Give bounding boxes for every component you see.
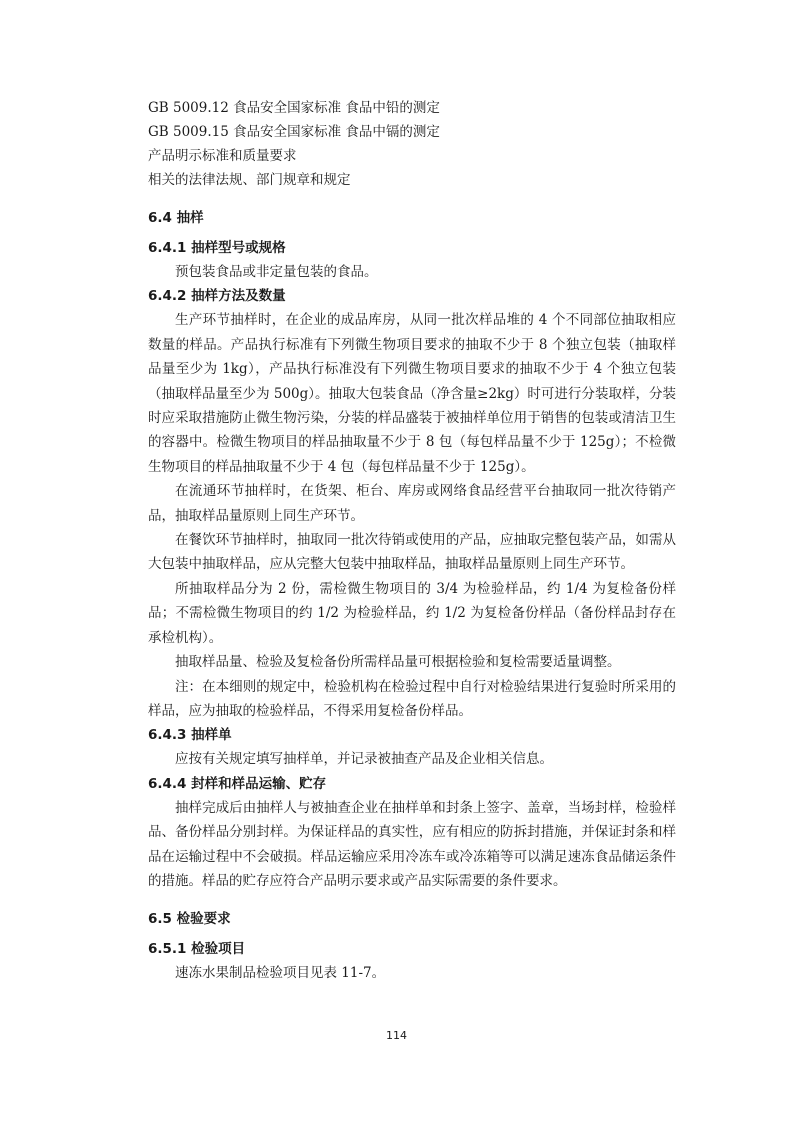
section-6-4-3-text: 应按有关规定填写抽样单，并记录被抽查产品及企业相关信息。 <box>175 751 553 768</box>
section-6-4-1-text: 预包装食品或非定量包装的食品。 <box>175 264 378 280</box>
reference-laws-regulations: 相关的法律法规、部门规章和规定 <box>148 172 351 188</box>
section-6-4-4-heading: 6.4.4 封样和样品运输、贮存 <box>148 775 327 792</box>
section-6-4-2-note: 注：在本细则的规定中，检验机构在检验过程中自行对检验结果进行复验时所采用的样品，应为抽取的检验样品，不得采用复检备份样品。 <box>148 678 676 719</box>
page-number: 114 <box>386 1029 407 1042</box>
section-6-4-2-paragraph-adjust: 抽取样品量、检验及复检备份所需样品量可根据检验和复检需要适量调整。 <box>175 654 621 671</box>
section-6-4-2-paragraph-circulation: 在流通环节抽样时，在货架、柜台、库房或网络食品经营平台抽取同一批次待销产品，抽取样品量原则上同生产环节。 <box>148 483 676 524</box>
reference-standard-lead: GB 5009.12 食品安全国家标准 食品中铅的测定 <box>148 100 440 116</box>
section-6-5-heading: 6.5 检验要求 <box>148 911 231 928</box>
section-6-4-1-heading: 6.4.1 抽样型号或规格 <box>148 240 286 256</box>
section-6-5-1-text: 速冻水果制品检验项目见表 11-7。 <box>175 965 386 982</box>
section-6-4-2-paragraph-production: 生产环节抽样时，在企业的成品库房，从同一批次样品堆的 4 个不同部位抽取相应数量的样品。产品执行标准有下列微生物项目要求的抽取不少于 8 个独立包装（抽取样品量至少为 1kg），产品执行标准没有下列微生物项目要求的抽取不少于 4 个独立包装（抽取样品量至少为 500g）。抽取大包装食品（净含量≥2kg）时可进行分装取样，分装时应采取措施防止微生物污染，分装的样品盛装于被抽样单位用于销售的包装或清洁卫生的容器中。检微生物项目的样品抽取量不少于 8 包（每包样品量不少于 125g）；不检微生物项目的样品抽取量不少于 4 包（每包样品量不少于 125g）。 <box>148 312 676 475</box>
section-6-5-1-heading: 6.5.1 检验项目 <box>148 941 246 958</box>
reference-product-standard: 产品明示标准和质量要求 <box>148 148 297 164</box>
section-6-4-4-text: 抽样完成后由抽样人与被抽查企业在抽样单和封条上签字、盖章，当场封样，检验样品、备份样品分别封样。为保证样品的真实性，应有相应的防拆封措施，并保证封条和样品在运输过程中不会破损。样品运输应采用冷冻车或冷冻箱等可以满足速冻食品储运条件的措施。样品的贮存应符合产品明示要求或产品实际需要的条件要求。 <box>148 799 676 889</box>
section-6-4-3-heading: 6.4.3 抽样单 <box>148 727 232 744</box>
page-content <box>148 96 676 986</box>
section-6-4-2-paragraph-split: 所抽取样品分为 2 份，需检微生物项目的 3/4 为检验样品，约 1/4 为复检备份样品；不需检微生物项目的约 1/2 为检验样品，约 1/2 为复检备份样品（备份样品封存在承检机构）。 <box>148 580 676 646</box>
section-6-4-2-heading: 6.4.2 抽样方法及数量 <box>148 288 286 305</box>
section-6-4-heading: 6.4 抽样 <box>148 210 204 226</box>
section-6-4-2-paragraph-catering: 在餐饮环节抽样时，抽取同一批次待销或使用的产品，应抽取完整包装产品，如需从大包装中抽取样品，应从完整大包装中抽取样品，抽取样品量原则上同生产环节。 <box>148 532 676 573</box>
reference-standard-cadmium: GB 5009.15 食品安全国家标准 食品中镉的测定 <box>148 124 440 140</box>
